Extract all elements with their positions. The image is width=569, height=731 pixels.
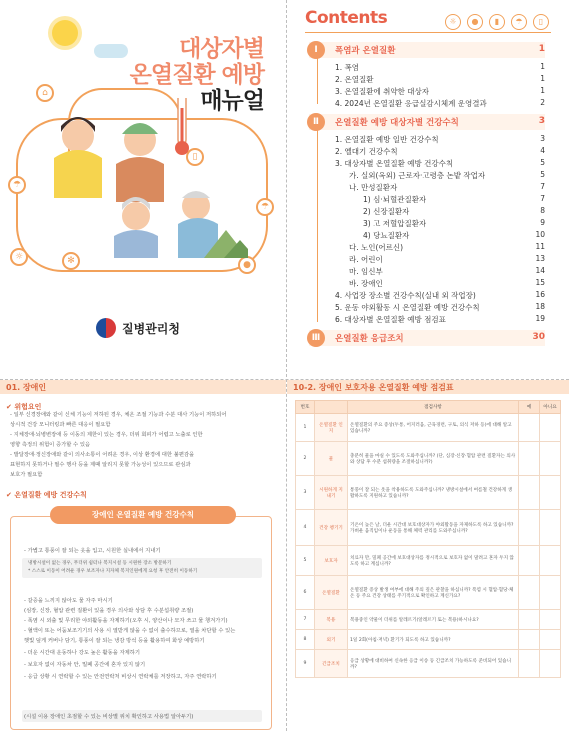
toc-item[interactable] [335, 314, 545, 326]
yes-checkbox[interactable] [519, 442, 540, 476]
sun-icon [52, 20, 78, 46]
toc-item-label: 1. 온열질환 예방 일반 건강수칙 [335, 135, 439, 144]
toc-item-label: 2. 옐대기 건강수칙 [335, 147, 398, 156]
rule-line: - 폭염 시 외출 및 무리한 야외활동을 자제하기(오후 시, 양산이나 모자 쓰고 물 챙겨가기) [24, 618, 228, 624]
row-category: 건강 챙기기 [315, 510, 348, 546]
toc-item-label: 4) 당뇨질환자 [363, 231, 410, 240]
beach-umbrella-icon: ☂ [256, 198, 274, 216]
toc-item-page: 4 [540, 146, 545, 155]
toc-item-label: 다. 노인(어르신) [349, 243, 404, 252]
toc-item[interactable] [335, 86, 545, 98]
risk-line: 보호가 필요함 [10, 472, 43, 478]
cover-title-line-1: 대상자별 [179, 36, 264, 62]
drink-icon: ▯ [533, 14, 549, 30]
toc-item-page: 3 [540, 134, 545, 143]
toc-item-page: 7 [540, 194, 545, 203]
toc-item-label: 2) 신장질환자 [363, 207, 410, 216]
toc-item-page: 5 [540, 158, 545, 167]
section-2-line [317, 128, 318, 322]
sun-icon: ☼ [445, 14, 461, 30]
row-text: 치료자 만, 밀폐 공간에 보호대상자를 정시적으로 보호자 없이 말려고 혼자 두지 않도록 하고 계십니까? [348, 546, 519, 576]
rule-line: 햇빛 덮게 커버나 담기, 통풍이 잘 되는 냉감 방석 등을 활용하여 화상 예방하기 [24, 638, 205, 644]
table-row [296, 546, 561, 576]
risk-line: 상시적 건강 모니터링과 빠른 대응이 필요함 [10, 422, 111, 428]
no-checkbox[interactable] [540, 630, 561, 650]
risk-line: 영향 측정의 위험이 증가할 수 있음 [10, 442, 91, 448]
toc-item-page: 2 [540, 98, 545, 107]
row-text: 충분히 물을 마실 수 있도록 도와주십니까? (단, 심장·신장·혈압 관련 질환자는 의사와 상담 후 수분 섭취량을 조절하십니까?) [348, 442, 519, 476]
table-row [296, 442, 561, 476]
toc-section-1[interactable] [309, 42, 545, 58]
yes-checkbox[interactable] [519, 610, 540, 630]
toc-section-3[interactable] [309, 330, 545, 346]
row-text: 통풍이 잘 되는 옷을 착용하도록 도와주십니까? 냉방시설에서 여름철 건강하게 생활하도록 지원하고 있습니까? [348, 476, 519, 510]
people-illustration [28, 98, 248, 258]
toc-item-page: 14 [535, 266, 545, 275]
toc-item[interactable] [335, 302, 545, 314]
table-row [296, 650, 561, 678]
toc-item-page: 10 [535, 230, 545, 239]
location-pin-icon: ⌂ [36, 84, 54, 102]
row-category: 물 [315, 442, 348, 476]
column-header [315, 401, 348, 414]
toc-item[interactable] [363, 206, 545, 218]
table-row [296, 476, 561, 510]
row-category: 긴급조치 [315, 650, 348, 678]
column-header: 번호 [296, 401, 315, 414]
risk-heading: ✔ 위험요인 [6, 403, 42, 411]
column-header: 아니요 [540, 401, 561, 414]
no-checkbox[interactable] [540, 414, 561, 442]
row-number: 6 [296, 576, 315, 610]
pin-icon: ● [467, 14, 483, 30]
rules-box-title: 장애인 온열질환 예방 건강수칙 [50, 506, 236, 524]
rule-line: - 응급 상황 시 연락할 수 있는 안전연락처 비상시 연락체를 저장하고, 자주 연락하기 [24, 674, 217, 680]
toc-item-label: 6. 대상자별 온열질환 예방 점검표 [335, 315, 446, 324]
cloud-icon [94, 44, 128, 58]
contents-page [287, 0, 569, 379]
row-text: 1일 2회(아침·저녁) 환기가 되도록 하고 있습니까? [348, 630, 519, 650]
contents-rule [305, 32, 551, 33]
toc-item-page: 15 [535, 278, 545, 287]
rule-line: - 보호자 없이 자동차 안, 밀폐 공간에 혼자 있지 않기 [24, 662, 146, 668]
column-header: 예 [519, 401, 540, 414]
row-category: 시원하게 지내기 [315, 476, 348, 510]
row-number: 9 [296, 650, 315, 678]
rule-line: - 더운 시간대 운동하나 강도 높은 활동을 자제하기 [24, 650, 141, 656]
section-number: Ⅱ [307, 113, 325, 131]
no-checkbox[interactable] [540, 546, 561, 576]
row-number: 1 [296, 414, 315, 442]
no-checkbox[interactable] [540, 576, 561, 610]
toc-item[interactable] [335, 290, 545, 302]
toc-item[interactable] [335, 158, 545, 170]
toc-item[interactable] [349, 182, 545, 194]
row-number: 3 [296, 476, 315, 510]
section-label: 폭염과 온열질환 [335, 46, 396, 56]
rule-line: - 갈증을 느끼지 않아도 물 자주 마시기 [24, 598, 113, 604]
row-category: 온열질환 인지 [315, 414, 348, 442]
no-checkbox[interactable] [540, 510, 561, 546]
toc-item-page: 1 [540, 74, 545, 83]
toc-item-label: 마. 임신부 [349, 267, 383, 276]
no-checkbox[interactable] [540, 650, 561, 678]
no-checkbox[interactable] [540, 610, 561, 630]
page-header-bar [287, 380, 569, 394]
agency-logo-icon [96, 318, 116, 338]
toc-item-label: 4. 사업장 장소별 건강수칙(실내 외 작업장) [335, 291, 476, 300]
row-text: 복용중인 약물이 더위를 알레르기(알레르기 또는 복용)하시나요? [348, 610, 519, 630]
column-header: 점검사항 [348, 401, 519, 414]
rules-heading: ✔ 온열질환 예방 건강수칙 [6, 491, 87, 499]
toc-item-label: 4. 2024년 온열질환 응급실감시체계 운영결과 [335, 99, 487, 108]
section-page: 1 [538, 44, 545, 54]
table-row [296, 510, 561, 546]
yes-checkbox[interactable] [519, 414, 540, 442]
toc-item-label: 5. 운동 야외활동 시 온열질환 예방 건강수칙 [335, 303, 480, 312]
toc-item-page: 11 [535, 242, 545, 251]
toc-item-label: 2. 온열질환 [335, 75, 374, 84]
thermometer-icon: ▮ [489, 14, 505, 30]
page-header: 10-2. 장애인 보호자용 온열질환 예방 점검표 [293, 383, 454, 392]
sun-small-icon: ☼ [10, 248, 28, 266]
row-number: 2 [296, 442, 315, 476]
toc-item[interactable] [335, 62, 545, 74]
row-category: 복용 [315, 610, 348, 630]
toc-item-page: 18 [535, 302, 545, 311]
risk-line: - 일부 신경장애와 같이 신체 기능이 저하된 경우, 체온 조절 기능과 수분 대사 기능이 저하되어 [10, 412, 227, 418]
row-number: 5 [296, 546, 315, 576]
toc-item[interactable] [349, 266, 545, 278]
pin-icon: ● [238, 256, 256, 274]
row-text: 기온이 높은 날, 더운 시간대 보호대상자가 야외활동을 자제하도록 하고 있습니까? 가벼운 움직임이나 운동을 통해 체력 관리를 도와주십니까? [348, 510, 519, 546]
yes-checkbox[interactable] [519, 576, 540, 610]
table-row [296, 576, 561, 610]
row-category: 외기 [315, 630, 348, 650]
rule-line: - 가볍고 통풍이 잘 되는 옷을 입고, 시원한 실내에서 지내기 [24, 548, 161, 554]
yes-checkbox[interactable] [519, 510, 540, 546]
section-number: Ⅰ [307, 41, 325, 59]
page-header-bar [0, 380, 286, 394]
table-row [296, 630, 561, 650]
row-text: 응급 상황에 대비하여 신속한 응급 이송 등 긴급조치 가능하도록 준비되어 있습니까? [348, 650, 519, 678]
table-row [296, 414, 561, 442]
section-page: 3 [538, 116, 545, 126]
toc-item-page: 8 [540, 206, 545, 215]
toc-item-label: 1. 폭염 [335, 63, 360, 72]
toc-item[interactable] [363, 194, 545, 206]
risk-line: - 발달장애·정신장애와 같이 의사소통이 어려운 경우, 이상 환경에 대한 불편감을 [10, 452, 195, 458]
contents-title: Contents [305, 8, 388, 28]
toc-item-page: 1 [540, 62, 545, 71]
section-1-line [317, 56, 318, 104]
contents-header-icons [439, 9, 549, 30]
toc-item-label: 3. 온열질환에 취약한 대상자 [335, 87, 430, 96]
drink-icon: ▯ [186, 148, 204, 166]
row-number: 7 [296, 610, 315, 630]
no-checkbox[interactable] [540, 442, 561, 476]
toc-item-label: 가. 실외(옥외) 근로자·고령층 논밭 작업자 [349, 171, 486, 180]
checklist-page [287, 380, 569, 731]
toc-item[interactable] [335, 146, 545, 158]
section-label: 온열질환 응급조치 [335, 334, 404, 344]
toc-item-page: 1 [540, 86, 545, 95]
toc-item-label: 3) 고 저혈압질환자 [363, 219, 427, 228]
cover-page [0, 0, 286, 379]
cover-title-line-3: 매뉴얼 [200, 88, 264, 114]
risk-line: - 지체장애·뇌병변장애 등 이동의 제한이 있는 경우, 더위 회피가 어렵고 노출로 인한 [10, 432, 203, 438]
toc-item[interactable] [349, 170, 545, 182]
no-checkbox[interactable] [540, 476, 561, 510]
toc-item-label: 3. 대상자별 온열질환 예방 건강수칙 [335, 159, 454, 168]
page-header: 01. 장애인 [6, 383, 47, 392]
table-row [296, 610, 561, 630]
umbrella-icon: ☂ [511, 14, 527, 30]
toc-item-page: 9 [540, 218, 545, 227]
toc-item-page: 5 [540, 170, 545, 179]
rule-line: (심장, 신장, 혈압 관련 질환이 있을 경우 의사와 상담 후 수분섭취량 조절) [24, 608, 194, 614]
toc-item[interactable] [349, 254, 545, 266]
risk-line: 표현하지 못하거나 필수 행사 등을 제때 알리지 못할 가능성이 있으므로 관심과 [10, 462, 191, 468]
toc-section-2[interactable] [309, 114, 545, 130]
toc-item[interactable] [349, 278, 545, 290]
disabled-page [0, 380, 286, 731]
row-category: 보호자 [315, 546, 348, 576]
checklist-table [295, 400, 561, 678]
fan-icon: ✻ [62, 252, 80, 270]
yes-checkbox[interactable] [519, 630, 540, 650]
rule-line: (시설 이용 장애인 초점할 수 있는 비상별 위치 확인하고 사용법 알아두기) [24, 714, 194, 720]
toc-item[interactable] [335, 98, 545, 110]
row-number: 8 [296, 630, 315, 650]
rule-line: - 혈액이 또는 어둠보조기기의 사용 시 열받게 않을 수 없이 출수하므로, 열을 차단할 수 있는 [24, 628, 236, 634]
toc-item-page: 13 [535, 254, 545, 263]
toc-item[interactable] [349, 242, 545, 254]
toc-item-label: 바. 장애인 [349, 279, 383, 288]
umbrella-icon: ☂ [8, 176, 26, 194]
toc-item-page: 7 [540, 182, 545, 191]
toc-item-page: 19 [535, 314, 545, 323]
toc-item[interactable] [363, 230, 545, 242]
yes-checkbox[interactable] [519, 546, 540, 576]
section-number: Ⅲ [307, 329, 325, 347]
agency-name: 질병관리청 [122, 322, 180, 336]
section-page: 30 [532, 332, 545, 342]
toc-item-label: 나. 만성질환자 [349, 183, 398, 192]
row-number: 4 [296, 510, 315, 546]
toc-item-label: 1) 심·뇌혈관질환자 [363, 195, 427, 204]
toc-item[interactable] [363, 218, 545, 230]
yes-checkbox[interactable] [519, 650, 540, 678]
yes-checkbox[interactable] [519, 476, 540, 510]
note-line: * 스스로 이동이 어려운 경우 보조자나 지자체 복지인원에게 요청 후 안전히 이동하기 [28, 569, 198, 574]
row-text: 온열질환의 주요 증상(두통, 어지러움, 근육경련, 구토, 의식 저하 등)에 대해 알고 있습니까? [348, 414, 519, 442]
toc-item[interactable] [335, 134, 545, 146]
row-category: 온열질환 [315, 576, 348, 610]
row-text: 온열질환 증상 발생 여부에 대해 주의 깊은 관찰을 하십니까? 폭염 시 혈압·혈당·체온 등 주요 건강 상태를 주기적으로 확인하고 계신가요? [348, 576, 519, 610]
toc-item-page: 16 [535, 290, 545, 299]
toc-item-label: 라. 어린이 [349, 255, 383, 264]
note-line: 냉방시설이 없는 경우, 무더위 쉼터나 복지시설 등 시원한 장소 방문하기 [28, 561, 172, 566]
section-label: 온열질환 예방 대상자별 건강수칙 [335, 118, 459, 128]
cover-title-line-2: 온열질환 예방 [129, 62, 264, 88]
toc-item[interactable] [335, 74, 545, 86]
